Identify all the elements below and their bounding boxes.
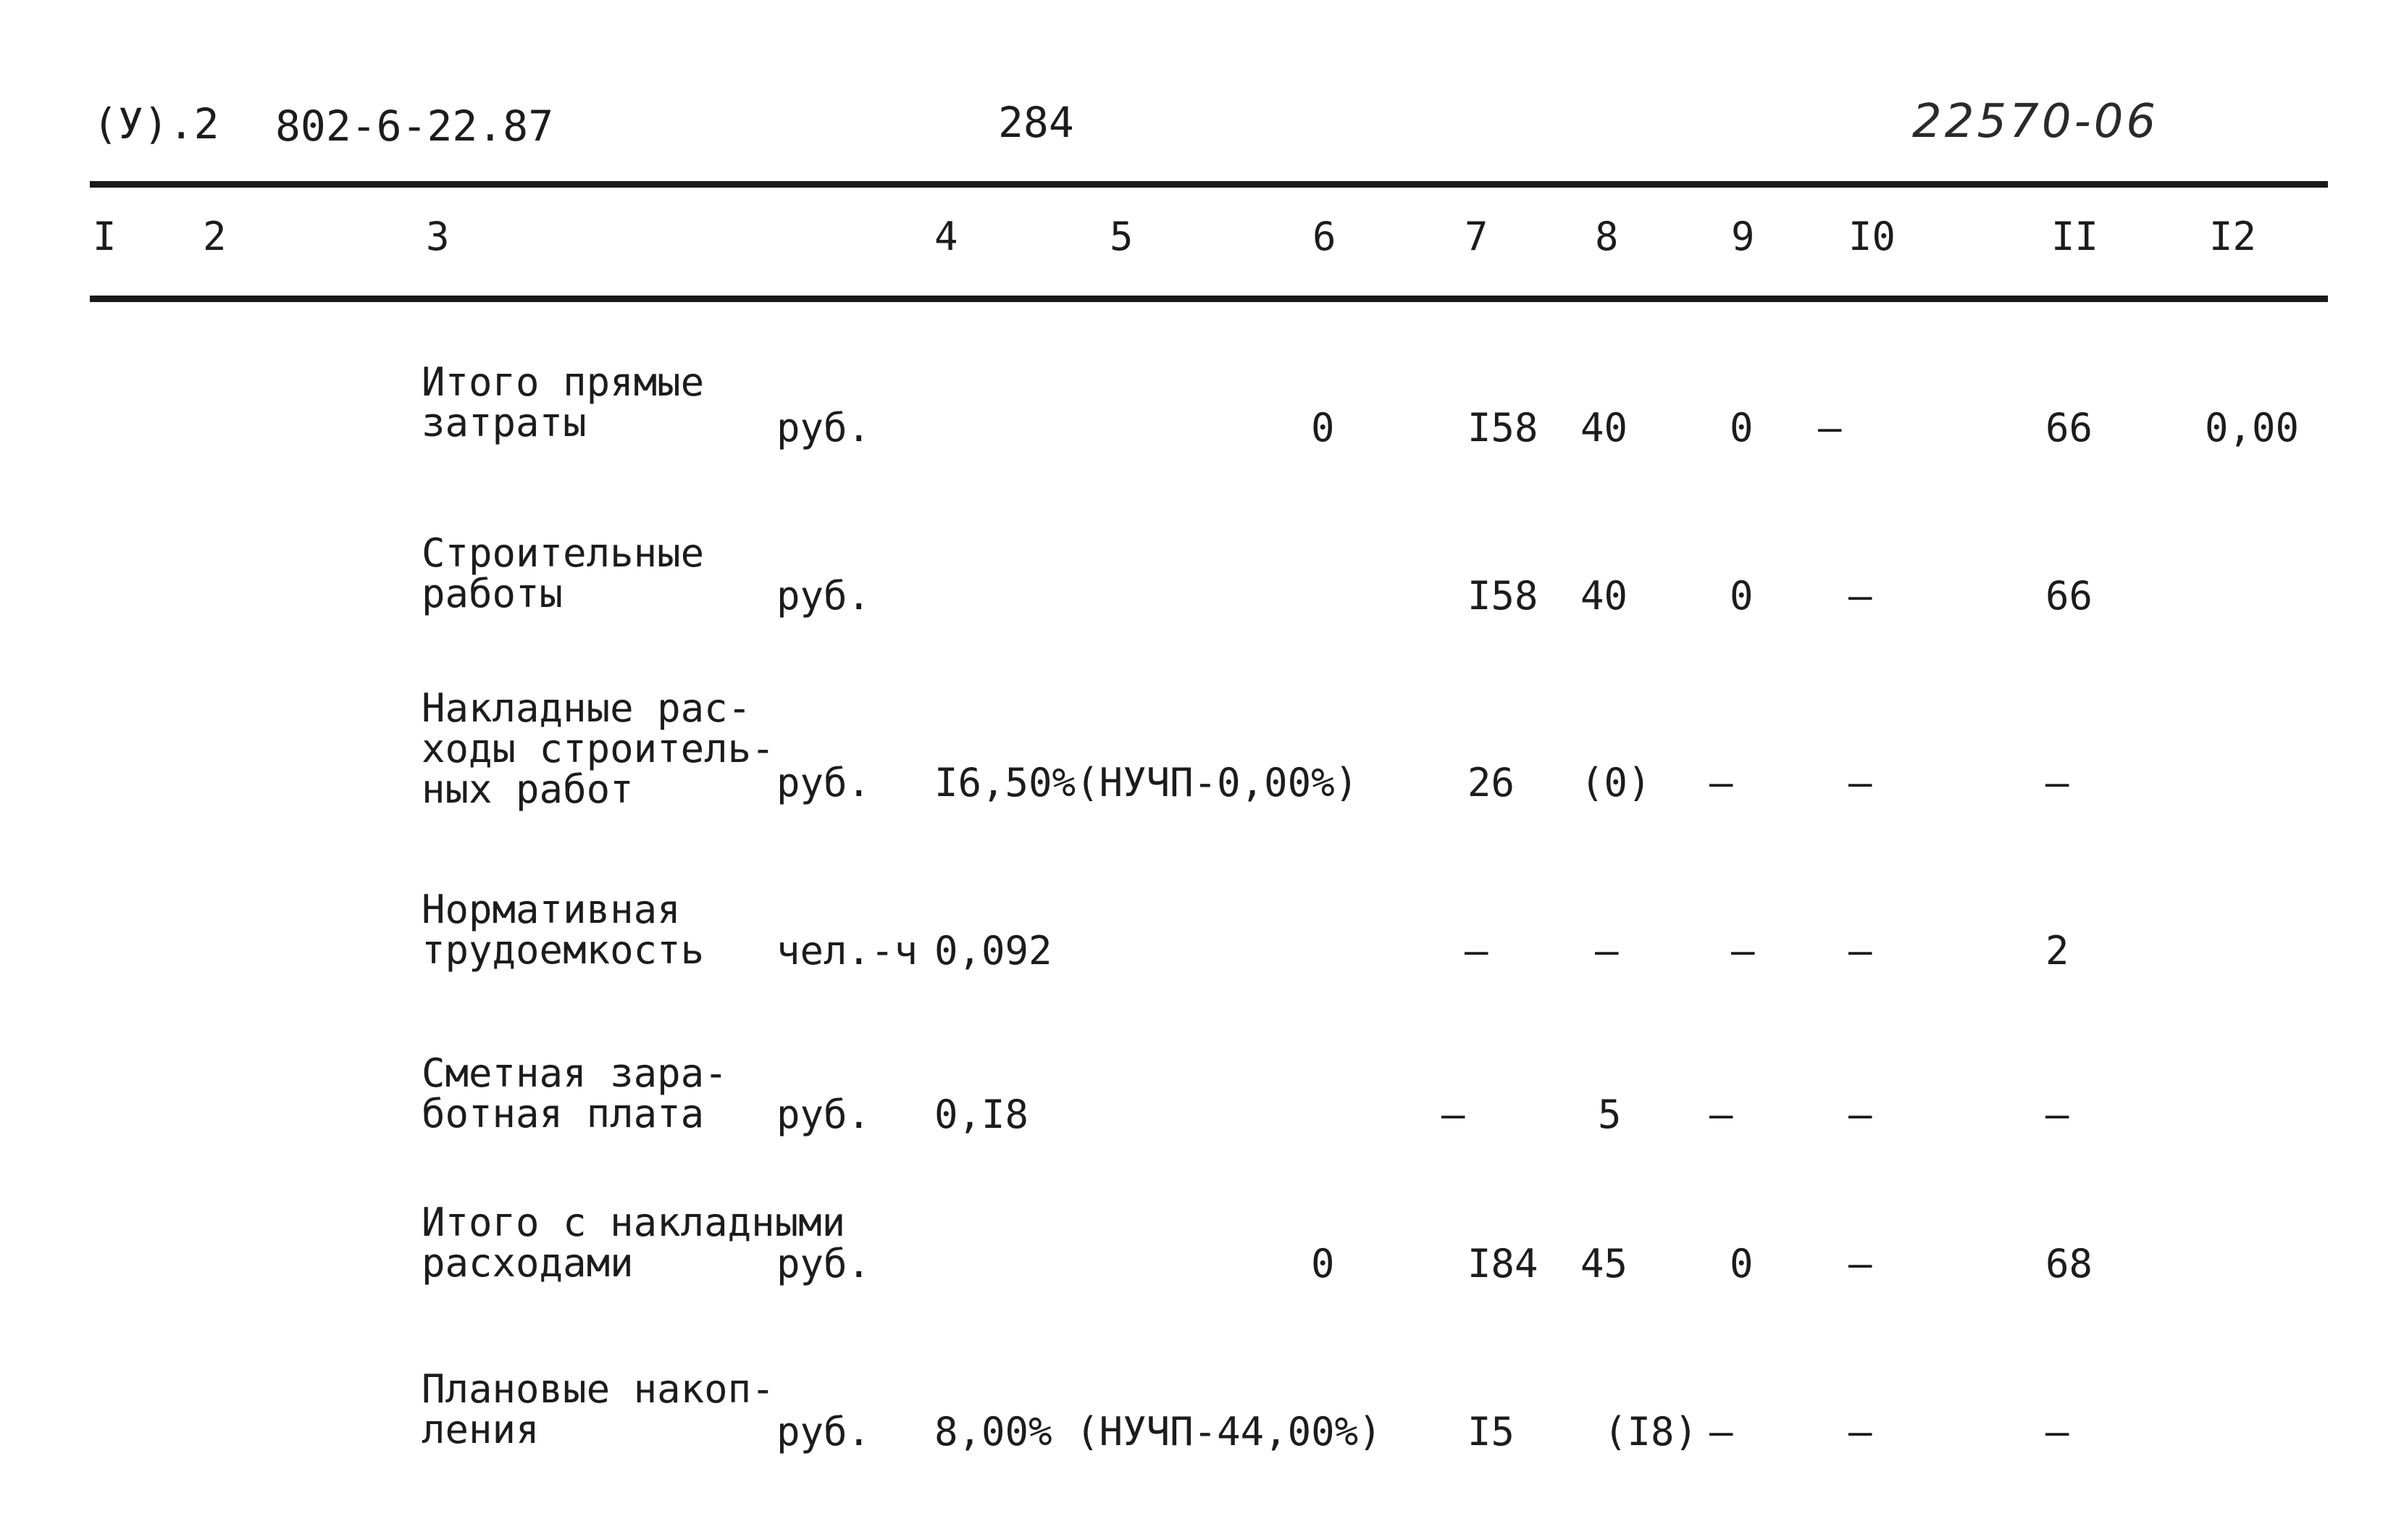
document-code: 802-6-22.87 [275,101,554,151]
row-value: – [1848,1409,1872,1455]
row-value: – [1818,405,1842,451]
row-value: I58 [1467,405,1538,451]
row-value: 0 [1730,573,1754,619]
row-value: (I8) [1604,1409,1698,1455]
row-label: Итого с накладными расходами [422,1200,846,1286]
row-value: I58 [1467,573,1538,619]
row-label: Сметная зара- ботная плата [422,1050,728,1137]
row-value: 40 [1580,405,1628,451]
row-unit: чел.-ч [776,928,918,974]
row-value: – [1731,928,1755,974]
column-header-7: 7 [1465,214,1488,259]
header-top-rule [90,181,2328,188]
row-spec: 0,I8 [934,1092,1029,1137]
row-value: 45 [1580,1241,1628,1286]
row-spec: 0,092 [934,928,1052,974]
column-header-6: 6 [1312,214,1336,259]
column-header-10: I0 [1848,214,1896,259]
row-unit: руб. [776,405,871,451]
handwritten-code: 22570-06 [1912,95,2159,148]
row-label: Нормативная трудоемкость [422,887,705,973]
row-label: Строительные работы [422,530,705,616]
row-value: 66 [2045,405,2093,451]
row-spec: 8,00% (НУЧП-44,00%) [934,1409,1382,1455]
sheet-ref: (У).2 [93,99,219,148]
row-value: 0,00 [2205,405,2300,451]
row-value: – [1709,1092,1733,1137]
row-value: 0 [1730,1241,1754,1286]
column-header-2: 2 [203,214,227,259]
row-value: – [1709,1409,1733,1455]
row-value: 0 [1311,405,1335,451]
row-value: – [1465,928,1488,974]
row-value: 26 [1467,760,1515,805]
column-header-9: 9 [1731,214,1755,259]
row-unit: руб. [776,573,871,619]
row-value: 2 [2045,928,2069,974]
header-bottom-rule [90,296,2328,302]
row-value: – [2045,1092,2069,1137]
row-label: Итого прямые затраты [422,359,705,445]
row-unit: руб. [776,760,871,805]
page-number: 284 [998,98,1074,147]
column-header-8: 8 [1595,214,1619,259]
column-header-11: II [2051,214,2099,259]
row-value: 68 [2045,1241,2093,1286]
row-unit: руб. [776,1241,871,1286]
row-value: – [1848,1092,1872,1137]
row-unit: руб. [776,1409,871,1455]
column-header-3: 3 [426,214,450,259]
row-value: – [1595,928,1619,974]
row-value: – [1709,760,1733,805]
row-value: 0 [1730,405,1754,451]
row-value: – [2045,1409,2069,1455]
row-value: (0) [1580,760,1651,805]
row-value: – [1441,1092,1465,1137]
row-value: – [1848,928,1872,974]
row-value: – [1848,760,1872,805]
row-value: I84 [1467,1241,1538,1286]
column-header-1: I [93,214,117,259]
row-value: – [1848,1241,1872,1286]
row-label: Накладные рас- ходы строитель- ных работ [422,685,775,812]
row-value: – [1848,573,1872,619]
row-value: 5 [1598,1092,1622,1137]
row-value: – [2045,760,2069,805]
row-value: 66 [2045,573,2093,619]
row-spec: I6,50%(НУЧП-0,00%) [934,760,1359,805]
column-header-12: I2 [2209,214,2257,259]
row-label: Плановые накоп- ления [422,1366,775,1452]
column-header-4: 4 [934,214,958,259]
row-unit: руб. [776,1092,871,1137]
row-value: 0 [1311,1241,1335,1286]
column-header-5: 5 [1110,214,1134,259]
row-value: I5 [1467,1409,1515,1455]
row-value: 40 [1580,573,1628,619]
